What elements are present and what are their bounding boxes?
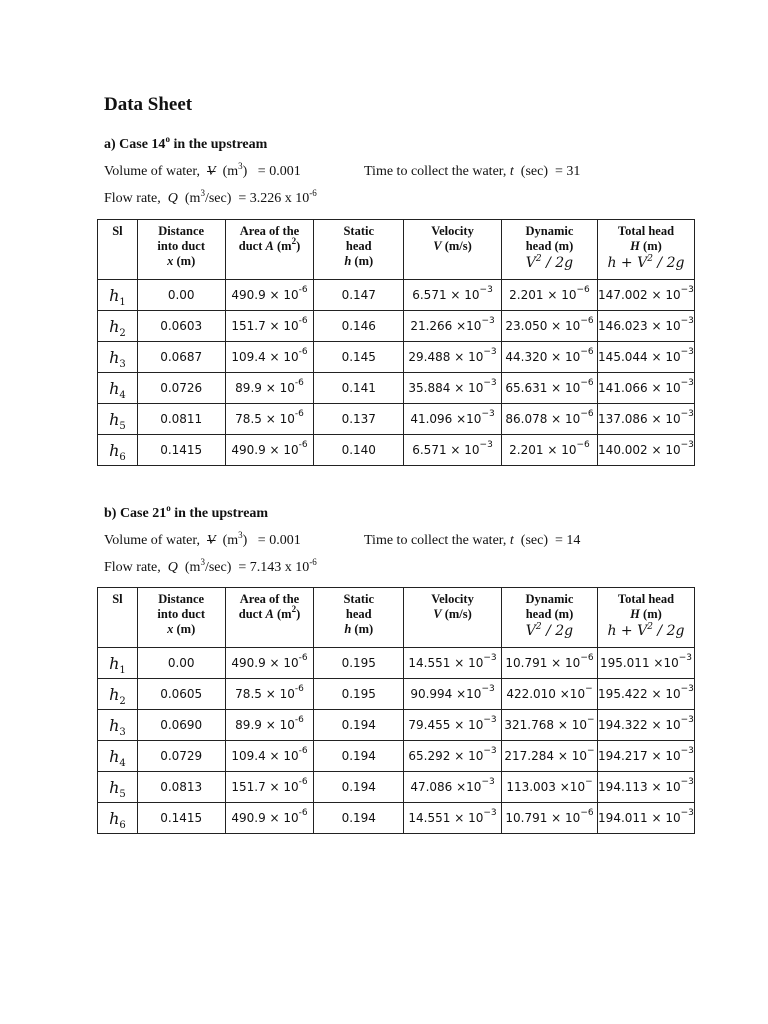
cell-velocity: $21.266 \times 10^{-3}$ (404, 311, 502, 342)
cell-total-head: $194.322 \times 10^{-3}$ (597, 710, 694, 741)
table-row (98, 373, 695, 404)
cell-velocity: $6.571 \times 10^{-3}$ (404, 435, 502, 466)
cell-area: $109.4 \times 10^{-6}$ (225, 741, 314, 772)
cell-area: $490.9 \times 10^{-6}$ (225, 280, 314, 311)
cell-dynamic-head: $2.201 \times 10^{-6}$ (502, 435, 598, 466)
col-area: Area of the duct A $(m^2)$ (225, 588, 314, 648)
case-b-table (97, 587, 695, 834)
col-sl: Sl (98, 220, 138, 280)
cell-area: $78.5 \times 10^{-6}$ (225, 404, 314, 435)
row-label: $h_5$ (98, 404, 138, 435)
cell-dynamic-head: 321.768 × 10− (502, 710, 598, 741)
row-label: $h_2$ (98, 679, 138, 710)
row-label: $h_6$ (98, 435, 138, 466)
cell-distance: 0.1415 (137, 803, 225, 834)
col-velocity: Velocity V (m/s) (404, 588, 502, 648)
cell-dynamic-head: 422.010 ×10− (502, 679, 598, 710)
cell-area: $151.7 \times 10^{-6}$ (225, 772, 314, 803)
cell-velocity: $29.488 \times 10^{-3}$ (404, 342, 502, 373)
col-static-head: Static head h (m) (314, 588, 404, 648)
cell-total-head: $137.086 \times 10^{-3}$ (597, 404, 694, 435)
cell-velocity: $14.551 \times 10^{-3}$ (404, 648, 502, 679)
cell-total-head: $140.002 \times 10^{-3}$ (597, 435, 694, 466)
row-label: $h_2$ (98, 311, 138, 342)
cell-velocity: $6.571 \times 10^{-3}$ (404, 280, 502, 311)
cell-area: $89.9 \times 10^{-6}$ (225, 373, 314, 404)
case-a-flow-line: Flow rate, Q $(m^3/\sec) = 3.226$ x $10^{-6}$ (104, 188, 317, 206)
cell-distance: 0.00 (137, 648, 225, 679)
col-dynamic-head: Dynamic head (m) $V^2 / 2g$ (502, 588, 598, 648)
total-head-formula: $h + V^2 / 2g$ (607, 254, 685, 271)
cell-static-head: 0.145 (314, 342, 404, 373)
col-velocity: Velocity V (m/s) (404, 220, 502, 280)
cell-distance: 0.0813 (137, 772, 225, 803)
table-row (98, 803, 695, 834)
cell-velocity: $41.096 \times 10^{-3}$ (404, 404, 502, 435)
cell-area: $78.5 \times 10^{-6}$ (225, 679, 314, 710)
case-b-flow-line: Flow rate, Q $(m^3/\sec) = 7.143$ x $10^{-6}$ (104, 557, 317, 575)
case-b-volume-line: Volume of water, V $(m^3)$ = 0.001 Time to collect the water, t (sec) = 14 (104, 530, 581, 548)
case-a-heading: a) Case 14$^o$ in the upstream (104, 134, 268, 152)
cell-dynamic-head: $23.050 \times 10^{-6}$ (502, 311, 598, 342)
table-header-row (98, 220, 695, 280)
cell-static-head: 0.147 (314, 280, 404, 311)
col-total-head: Total head H (m) $h + V^2 / 2g$ (597, 220, 694, 280)
col-distance: Distance into duct x (m) (137, 220, 225, 280)
row-label: $h_1$ (98, 648, 138, 679)
col-area: Area of the duct A $(m^2)$ (225, 220, 314, 280)
cell-area: $490.9 \times 10^{-6}$ (225, 435, 314, 466)
cell-area: $490.9 \times 10^{-6}$ (225, 648, 314, 679)
row-label: $h_3$ (98, 342, 138, 373)
case-a-table (97, 219, 695, 466)
cell-velocity: $79.455 \times 10^{-3}$ (404, 710, 502, 741)
cell-distance: 0.0729 (137, 741, 225, 772)
dynamic-head-formula: $V^2 / 2g$ (525, 254, 574, 271)
cell-static-head: 0.194 (314, 772, 404, 803)
cell-area: $89.9 \times 10^{-6}$ (225, 710, 314, 741)
cell-static-head: 0.195 (314, 679, 404, 710)
case-b-heading: b) Case 21$^o$ in the upstream (104, 503, 269, 521)
case-a-table-body (98, 280, 695, 466)
table-row (98, 311, 695, 342)
cell-static-head: 0.140 (314, 435, 404, 466)
cell-total-head: $146.023 \times 10^{-3}$ (597, 311, 694, 342)
case-b-table-body (98, 648, 695, 834)
cell-velocity: $35.884 \times 10^{-3}$ (404, 373, 502, 404)
table-row (98, 404, 695, 435)
table-row (98, 435, 695, 466)
col-total-head: Total head H (m) $h + V^2 / 2g$ (597, 588, 694, 648)
cell-distance: 0.00 (137, 280, 225, 311)
cell-total-head: $147.002 \times 10^{-3}$ (597, 280, 694, 311)
cell-distance: 0.0811 (137, 404, 225, 435)
table-row (98, 648, 695, 679)
cell-dynamic-head: $65.631 \times 10^{-6}$ (502, 373, 598, 404)
table-row (98, 280, 695, 311)
table-header-row (98, 588, 695, 648)
cell-static-head: 0.141 (314, 373, 404, 404)
cell-static-head: 0.195 (314, 648, 404, 679)
cell-distance: 0.0690 (137, 710, 225, 741)
cell-total-head: $145.044 \times 10^{-3}$ (597, 342, 694, 373)
col-distance: Distance into duct x (m) (137, 588, 225, 648)
row-label: $h_6$ (98, 803, 138, 834)
col-sl: Sl (98, 588, 138, 648)
cell-distance: 0.0726 (137, 373, 225, 404)
row-label: $h_5$ (98, 772, 138, 803)
row-label: $h_1$ (98, 280, 138, 311)
cell-dynamic-head: 217.284 × 10− (502, 741, 598, 772)
cell-total-head: $194.217 \times 10^{-3}$ (597, 741, 694, 772)
table-row (98, 710, 695, 741)
page-title: Data Sheet (104, 94, 193, 115)
table-row (98, 342, 695, 373)
cell-static-head: 0.194 (314, 741, 404, 772)
cell-area: $490.9 \times 10^{-6}$ (225, 803, 314, 834)
cell-static-head: 0.194 (314, 710, 404, 741)
cell-distance: 0.0687 (137, 342, 225, 373)
case-b-time: Time to collect the water, t (sec) = 14 (364, 533, 581, 548)
cell-distance: 0.0605 (137, 679, 225, 710)
cell-total-head: $195.422 \times 10^{-3}$ (597, 679, 694, 710)
case-a-volume-line: Volume of water, V $(m^3)$ = 0.001 Time to collect the water, t (sec) = 31 (104, 161, 581, 179)
cell-total-head: $195.011 \times 10^{-3}$ (597, 648, 694, 679)
total-head-formula: $h + V^2 / 2g$ (607, 622, 685, 639)
cell-dynamic-head: $10.791 \times 10^{-6}$ (502, 803, 598, 834)
cell-distance: 0.0603 (137, 311, 225, 342)
cell-area: $109.4 \times 10^{-6}$ (225, 342, 314, 373)
cell-distance: 0.1415 (137, 435, 225, 466)
cell-static-head: 0.146 (314, 311, 404, 342)
cell-dynamic-head: 113.003 ×10− (502, 772, 598, 803)
cell-total-head: $194.011 \times 10^{-3}$ (597, 803, 694, 834)
table-row (98, 772, 695, 803)
cell-velocity: $14.551 \times 10^{-3}$ (404, 803, 502, 834)
cell-velocity: $47.086 \times 10^{-3}$ (404, 772, 502, 803)
col-static-head: Static head h (m) (314, 220, 404, 280)
cell-velocity: $65.292 \times 10^{-3}$ (404, 741, 502, 772)
cell-total-head: $194.113 \times 10^{-3}$ (597, 772, 694, 803)
col-dynamic-head: Dynamic head (m) $V^2 / 2g$ (502, 220, 598, 280)
row-label: $h_4$ (98, 741, 138, 772)
cell-dynamic-head: $10.791 \times 10^{-6}$ (502, 648, 598, 679)
cell-velocity: $90.994 \times 10^{-3}$ (404, 679, 502, 710)
table-row (98, 741, 695, 772)
cell-dynamic-head: $2.201 \times 10^{-6}$ (502, 280, 598, 311)
dynamic-head-formula: $V^2 / 2g$ (525, 622, 574, 639)
cell-total-head: $141.066 \times 10^{-3}$ (597, 373, 694, 404)
cell-static-head: 0.194 (314, 803, 404, 834)
cell-dynamic-head: $44.320 \times 10^{-6}$ (502, 342, 598, 373)
row-label: $h_4$ (98, 373, 138, 404)
table-row (98, 679, 695, 710)
case-a-time: Time to collect the water, t (sec) = 31 (364, 164, 581, 179)
cell-area: $151.7 \times 10^{-6}$ (225, 311, 314, 342)
row-label: $h_3$ (98, 710, 138, 741)
cell-static-head: 0.137 (314, 404, 404, 435)
cell-dynamic-head: $86.078 \times 10^{-6}$ (502, 404, 598, 435)
